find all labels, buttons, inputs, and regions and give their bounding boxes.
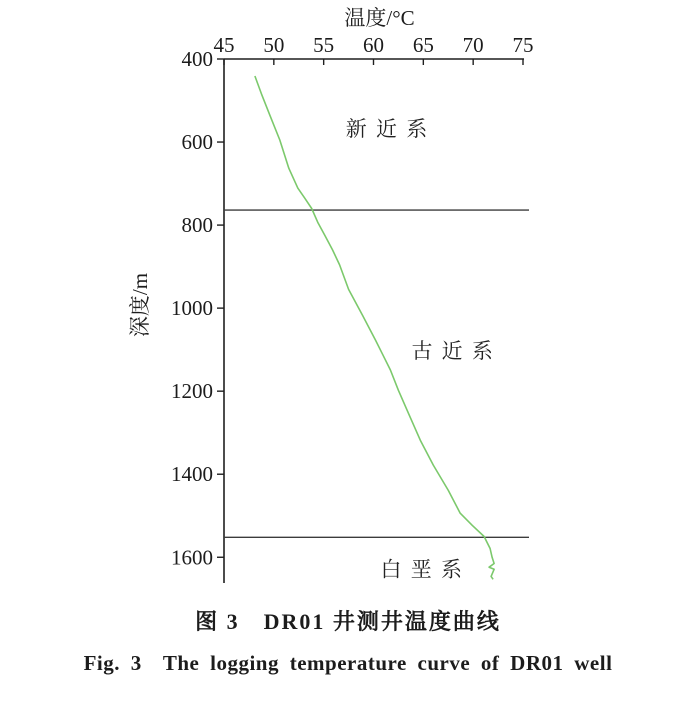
x-tick-label: 65 — [412, 33, 434, 57]
formation-label: 白 垩 系 — [380, 557, 465, 582]
y-tick-label: 600 — [181, 130, 213, 155]
y-tick-label: 1200 — [171, 379, 213, 404]
caption-chinese: 图 3 DR01 井测井温度曲线 — [195, 609, 501, 634]
y-tick-label: 800 — [181, 213, 213, 238]
x-tick-label: 60 — [363, 33, 384, 57]
x-tick-label: 45 — [213, 33, 235, 57]
y-tick-label: 1400 — [171, 462, 213, 487]
y-axis-title: 深度/m — [128, 272, 152, 338]
y-tick-label: 1600 — [171, 545, 213, 570]
y-tick-label: 400 — [181, 47, 213, 71]
x-tick-label: 70 — [462, 33, 484, 57]
formation-label: 新 近 系 — [345, 116, 430, 141]
x-tick-label: 55 — [313, 33, 335, 57]
formation-label: 古 近 系 — [411, 339, 495, 364]
x-tick-label: 75 — [512, 33, 534, 57]
caption-english: Fig. 3 The logging temperature curve of DR01 well — [83, 651, 613, 675]
temperature-curve — [255, 76, 494, 579]
x-axis-title: 温度/°C — [344, 6, 415, 30]
x-tick-label: 50 — [263, 33, 285, 57]
y-tick-label: 1000 — [171, 296, 213, 321]
